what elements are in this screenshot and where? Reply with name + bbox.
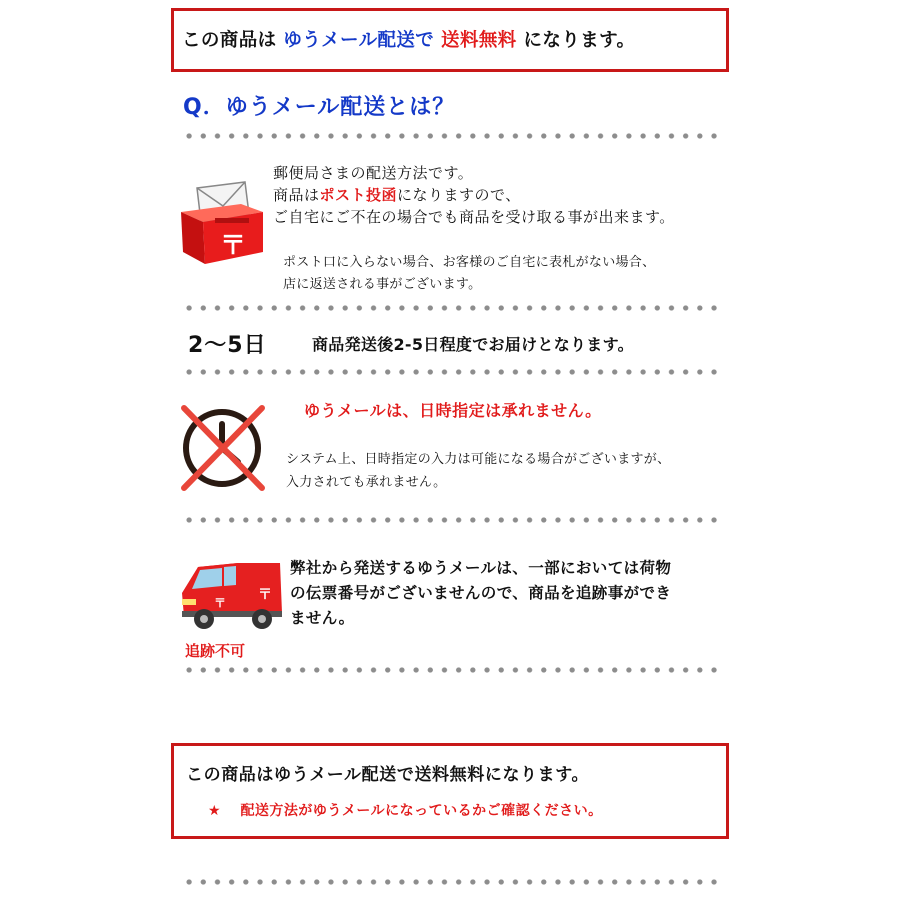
banner-text-3: 送料無料 — [441, 30, 517, 51]
days-text: 商品発送後2-5日程度でお届けとなります。 — [312, 335, 634, 354]
tracking-line-2: の伝票番号がございませんので、商品を追跡事ができ — [290, 584, 672, 602]
divider — [182, 879, 722, 885]
days-label: 2～5日 — [188, 333, 267, 358]
question-heading: Q．ゆうメール配送とは？ — [183, 95, 456, 120]
svg-text:〒: 〒 — [258, 587, 272, 603]
tracking-line-3: ません。 — [290, 609, 355, 627]
star-icon: ★ — [208, 803, 222, 819]
no-datetime-title: ゆうメールは、日時指定は承れません。 — [304, 401, 602, 420]
bottom-banner-line-1: この商品はゆうメール配送で送料無料になります。 — [186, 765, 590, 785]
post-line-1: 郵便局さまの配送方法です。 — [273, 164, 474, 182]
banner-text-2: ゆうメール配送で — [283, 30, 435, 51]
postbox-icon — [177, 178, 267, 268]
bottom-banner-line-2: 配送方法がゆうメールになっているかご確認ください。 — [240, 803, 603, 819]
post-note-2: 店に返送される事がございます。 — [283, 277, 482, 292]
svg-text:〒: 〒 — [219, 231, 247, 261]
post-box-delivery: ポスト投函 — [319, 186, 398, 204]
top-banner — [171, 8, 729, 72]
divider — [182, 667, 722, 673]
time-note-1: システム上、日時指定の入力は可能になる場合がございますが、 — [286, 452, 671, 467]
postal-truck-icon — [176, 555, 286, 635]
bottom-banner — [171, 743, 729, 839]
post-line-2: 商品はポスト投函になりますので、 — [273, 186, 521, 204]
banner-text-4: になります。 — [523, 30, 636, 51]
divider — [182, 369, 722, 375]
no-tracking-label: 追跡不可 — [185, 642, 246, 660]
post-line-3: ご自宅にご不在の場合でも商品を受け取る事が出来ます。 — [273, 208, 675, 226]
tracking-line-1: 弊社から発送するゆうメールは、一部においては荷物 — [290, 559, 672, 577]
svg-text:〒: 〒 — [214, 596, 227, 610]
no-clock-icon — [176, 400, 268, 492]
divider — [182, 305, 722, 311]
post-note-1: ポスト口に入らない場合、お客様のご自宅に表札がない場合、 — [283, 255, 656, 270]
divider — [182, 517, 722, 523]
divider — [182, 133, 722, 139]
banner-text-1: この商品は — [182, 30, 277, 51]
time-note-2: 入力されても承れません。 — [286, 475, 447, 490]
